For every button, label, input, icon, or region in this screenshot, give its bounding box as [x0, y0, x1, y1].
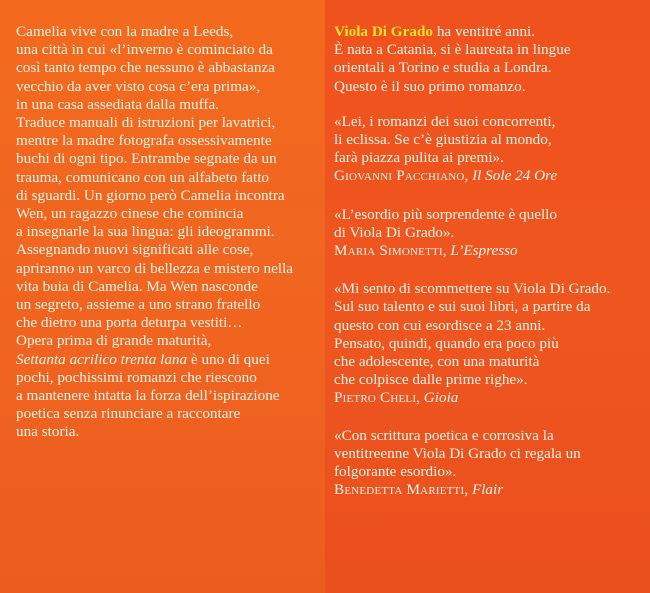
spacer [334, 260, 610, 280]
synopsis-line: Assegnando nuovi significati alle cose, [16, 241, 254, 259]
synopsis-line: Camelia vive con la madre a Leeds, [16, 23, 234, 40]
synopsis [16, 23, 293, 442]
synopsis-line: a mantenere intatta la forza dell’ispirazione [16, 387, 280, 405]
publication-name: Il Sole 24 Ore [472, 167, 558, 185]
synopsis-line [16, 351, 293, 369]
synopsis-line-rest: è uno di quei [187, 350, 270, 368]
synopsis-line: apriranno un varco di bellezza e mistero nella [16, 259, 294, 277]
bio-line: È nata a Catania, si è laureata in lingue [334, 41, 571, 59]
spacer [334, 96, 610, 113]
quote-line: questo con cui esordisce a 23 anni. [334, 316, 546, 334]
bio-line: orientali a Torino e studia a Londra. [334, 59, 552, 77]
bio-line-rest: ha ventitré anni. [433, 23, 536, 40]
synopsis-line: Opera prima di grande maturità, [16, 332, 212, 350]
review-quote [334, 206, 610, 261]
critic-name: Pietro Cheli [334, 389, 417, 407]
book-title: Settanta acrilico trenta lana [16, 350, 188, 368]
critic-name: Benedetta Marietti [334, 481, 465, 499]
quote-line: li eclissa. Se c’è giustizia al mondo, [334, 131, 552, 149]
author-bio [334, 23, 610, 96]
quote-line: ventitreenne Viola Di Grado ci regala un [334, 444, 581, 462]
publication-name: Gioia [423, 389, 459, 407]
synopsis-line: una storia. [16, 423, 80, 441]
synopsis-line: in una casa assediata dalla muffa. [16, 95, 219, 113]
synopsis-line: che dietro una porta deturpa vestiti… [16, 314, 243, 332]
quote-line: farà piazza pulita ai premi». [334, 149, 504, 167]
synopsis-line: una città in cui «l’inverno è cominciato da [16, 41, 273, 59]
bio-line: Questo è il suo primo romanzo. [334, 77, 526, 95]
synopsis-line: buchi di ogni tipo. Entrambe segnate da un [16, 150, 277, 168]
synopsis-line: vecchio da aver visto cosa c’era prima», [16, 77, 261, 95]
critic-name: Maria Simonetti [334, 242, 443, 260]
quote-line: «L’esordio più sorprendente è quello [334, 205, 557, 223]
synopsis-line: Traduce manuali di istruzioni per lavatrici, [16, 114, 276, 132]
quote-line: che adolescente, con una maturità [334, 353, 540, 371]
synopsis-line: a insegnarle la sua lingua: gli ideogrammi. [16, 223, 275, 241]
synopsis-line: Wen, un ragazzo cinese che comincia [16, 205, 244, 223]
critic-name: Giovanni Pacchiano [334, 167, 465, 185]
quote-attribution: Maria Simonetti, L’Espresso [334, 242, 518, 260]
spacer [334, 186, 610, 206]
author-and-reviews [334, 23, 610, 499]
synopsis-line: poetica senza rinunciare a raccontare [16, 405, 241, 423]
quote-line: Pensato, quindi, quando era poco più [334, 334, 559, 352]
quote-line: «Lei, i romanzi dei suoi concorrenti, [334, 112, 556, 130]
synopsis-line: vita buia di Camelia. Ma Wen nasconde [16, 277, 258, 295]
publication-name: Flair [471, 481, 504, 499]
synopsis-line: di sguardi. Un giorno però Camelia incontra [16, 186, 285, 204]
quote-line: «Mi sento di scommettere su Viola Di Grado. [334, 280, 611, 298]
quote-line: folgorante esordio». [334, 463, 457, 481]
review-quote [334, 427, 610, 500]
synopsis-line: trauma, comunicano con un alfabeto fatto [16, 168, 270, 186]
author-name: Viola Di Grado [334, 23, 434, 40]
synopsis-line: così tanto tempo che nessuno è abbastanza [16, 59, 275, 77]
spacer [334, 408, 610, 427]
publication-name: L’Espresso [450, 242, 518, 260]
synopsis-line: un segreto, assieme a uno strano fratello [16, 296, 261, 314]
synopsis-line: mentre la madre fotografa ossessivamente [16, 132, 272, 150]
quote-line: di Viola Di Grado». [334, 223, 455, 241]
quote-attribution: Benedetta Marietti, Flair [334, 481, 504, 499]
quote-line: Sul suo talento e sui suoi libri, a partire da [334, 298, 591, 316]
bio-line [334, 23, 610, 41]
quote-attribution: Giovanni Pacchiano, Il Sole 24 Ore [334, 167, 558, 185]
review-quote [334, 113, 610, 186]
quote-line: che colpisce dalle prime righe». [334, 371, 528, 389]
quote-attribution: Pietro Cheli, Gioia [334, 389, 459, 407]
synopsis-line: pochi, pochissimi romanzi che riescono [16, 368, 257, 386]
quote-line: «Con scrittura poetica e corrosiva la [334, 426, 554, 444]
review-quote [334, 280, 610, 407]
